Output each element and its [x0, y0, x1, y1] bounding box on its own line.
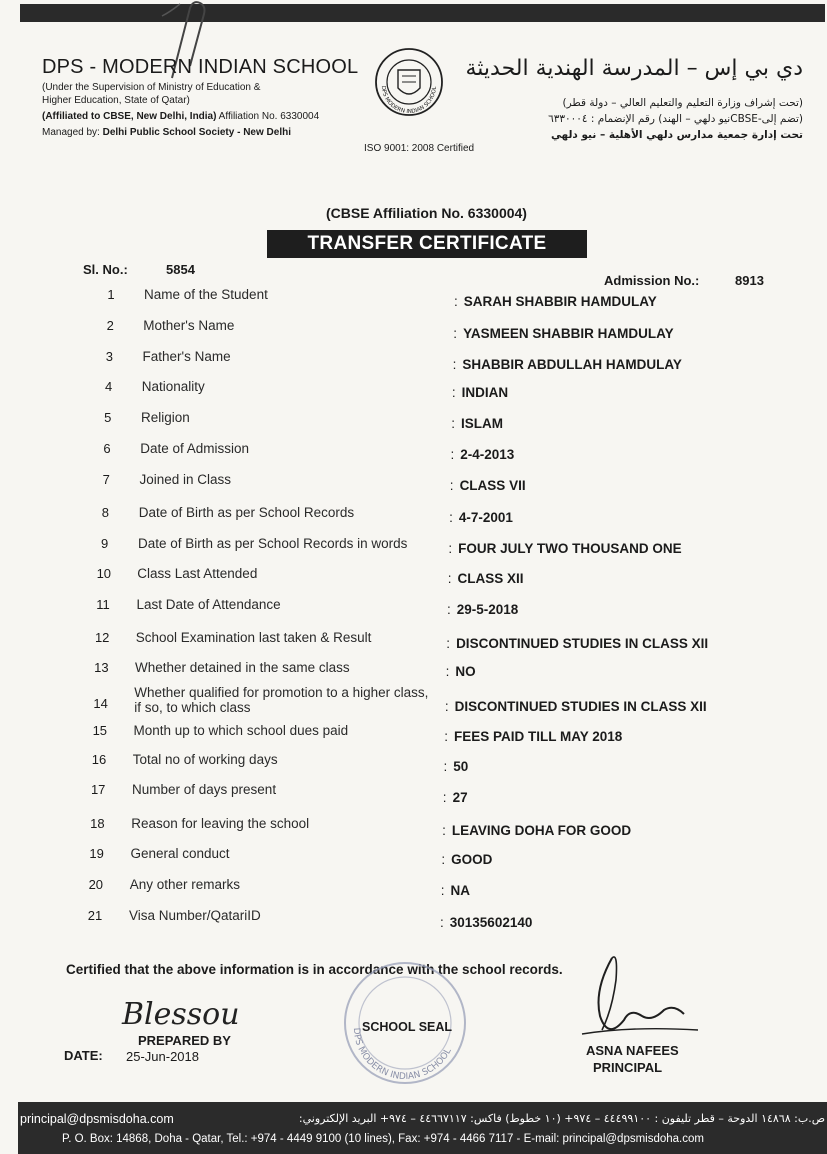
row-value-text: LEAVING DOHA FOR GOOD — [451, 823, 632, 838]
row-value — [451, 447, 515, 462]
row-label-line: General conduct — [130, 846, 230, 861]
sl-no-value: 5854 — [166, 262, 195, 277]
school-seal-label: SCHOOL SEAL — [362, 1020, 453, 1034]
row-label-line: Month up to which school dues paid — [133, 723, 349, 738]
colon-separator: : — [440, 915, 444, 930]
principal-title: PRINCIPAL — [593, 1060, 663, 1075]
row-number: 17 — [90, 782, 106, 797]
row-number: 11 — [96, 597, 110, 612]
row-number: 8 — [101, 505, 109, 520]
row-label-line: Class Last Attended — [137, 566, 258, 581]
colon-separator: : — [453, 326, 458, 341]
row-number: 3 — [105, 349, 113, 364]
row-value-text: CLASS XII — [457, 571, 524, 586]
row-label — [131, 846, 230, 861]
supervision-line-2: Higher Education, State of Qatar) — [42, 95, 190, 106]
row-value-text: 2-4-2013 — [460, 447, 515, 462]
footer-line-1 — [20, 1112, 825, 1126]
row-number: 9 — [100, 536, 109, 551]
managed-society: Delhi Public School Society - New Delhi — [102, 127, 291, 138]
colon-separator: : — [444, 729, 448, 744]
row-label-line: Number of days present — [132, 782, 277, 797]
row-label-line: Date of Birth as per School Records in words — [138, 536, 408, 551]
row-label — [133, 752, 278, 767]
colon-separator: : — [445, 664, 450, 679]
arabic-affiliation: (تضم إلى-CBSEنيو دلهي – الهند) رقم الإنضمام : ٦٣٣٠٠٠٤ — [548, 113, 803, 125]
colon-separator: : — [451, 385, 456, 400]
row-value-text: 27 — [452, 790, 468, 805]
row-value — [442, 823, 631, 838]
colon-separator: : — [449, 510, 453, 525]
row-label — [132, 782, 276, 797]
colon-separator: : — [441, 852, 446, 867]
school-logo-icon — [374, 40, 444, 140]
row-label — [136, 630, 372, 645]
row-number: 6 — [103, 441, 111, 456]
row-label — [139, 505, 354, 520]
row-value-text: FEES PAID TILL MAY 2018 — [453, 729, 623, 744]
row-label — [135, 660, 350, 675]
arabic-school-name: دي بي إس – المدرسة الهندية الحديثة — [465, 56, 803, 81]
row-label — [142, 379, 205, 394]
logo-ring-text: DPS MODERN INDIAN SCHOOL — [379, 85, 439, 116]
colon-separator: : — [448, 541, 453, 556]
row-value — [441, 883, 470, 898]
affiliation-number: Affiliation No. 6330004 — [216, 111, 320, 122]
colon-separator: : — [447, 602, 451, 617]
row-value-text: FOUR JULY TWO THOUSAND ONE — [458, 541, 682, 556]
row-value — [446, 664, 476, 679]
prepared-by-label: PREPARED BY — [138, 1033, 231, 1048]
colon-separator: : — [454, 294, 458, 309]
row-value-text: DISCONTINUED STUDIES IN CLASS XII — [454, 699, 707, 714]
certificate-title: TRANSFER CERTIFICATE — [267, 230, 587, 258]
sl-no-label: Sl. No.: — [83, 262, 128, 277]
row-value-text: 30135602140 — [449, 915, 533, 930]
row-value-text: INDIAN — [461, 385, 509, 400]
row-number: 10 — [96, 566, 112, 581]
footer-bar — [18, 1102, 827, 1154]
row-value-text: SHABBIR ABDULLAH HAMDULAY — [462, 357, 682, 372]
row-label-line: Reason for leaving the school — [131, 816, 310, 831]
row-label — [138, 536, 407, 551]
colon-separator: : — [443, 759, 448, 774]
row-label-line: Nationality — [141, 379, 205, 394]
row-label — [131, 816, 309, 831]
row-value — [450, 478, 526, 493]
row-value-text: NO — [455, 664, 476, 679]
row-label-line: Last Date of Attendance — [136, 597, 281, 612]
row-value — [453, 357, 682, 372]
row-label-line-2: if so, to which class — [134, 700, 251, 715]
date-label: DATE: — [64, 1048, 103, 1063]
supervision-text — [42, 81, 342, 107]
row-value-text: CLASS VII — [459, 478, 526, 493]
row-value-text: GOOD — [451, 852, 493, 867]
affiliation-text — [42, 111, 319, 122]
row-number: 20 — [88, 877, 104, 892]
preparer-signature-icon — [118, 990, 248, 1035]
row-label-line: Whether detained in the same class — [135, 660, 350, 675]
row-value-text: 50 — [453, 759, 469, 774]
footer-address: P. O. Box: 14868, Doha - Qatar, Tel.: +974 - 4449 9100 (10 lines), Fax: +974 - 4466 7117 - E-mail: principal@dpsmisdoha.com — [62, 1133, 704, 1145]
colon-separator: : — [447, 571, 452, 586]
date-value: 25-Jun-2018 — [126, 1049, 199, 1064]
row-value — [446, 636, 708, 651]
row-value-text: YASMEEN SHABBIR HAMDULAY — [463, 326, 674, 341]
principal-name: ASNA NAFEES — [586, 1043, 679, 1058]
supervision-line-1: (Under the Supervision of Ministry of Education & — [42, 82, 261, 93]
row-number: 7 — [102, 472, 110, 487]
row-value-text: 29-5-2018 — [456, 602, 519, 617]
managed-prefix: Managed by: — [42, 127, 103, 138]
admission-no-label: Admission No.: — [604, 273, 700, 288]
row-label-line: Date of Admission — [140, 441, 250, 456]
row-value — [449, 510, 513, 525]
row-value-text: DISCONTINUED STUDIES IN CLASS XII — [456, 636, 709, 651]
row-number: 13 — [94, 660, 109, 675]
row-label-line: Visa Number/QatariID — [129, 908, 261, 923]
row-label-line: Any other remarks — [129, 877, 241, 892]
row-value — [443, 790, 468, 805]
preparer-signature-text: Blessou — [122, 997, 240, 1032]
row-label — [144, 287, 268, 302]
row-value-text: 4-7-2001 — [458, 510, 513, 525]
row-label-line: Total no of working days — [132, 752, 278, 767]
row-label-line: School Examination last taken & Result — [135, 630, 372, 645]
arabic-managed-by: تحت إدارة جمعية مدارس دلهي الأهلية – نيو دلهي — [550, 129, 803, 141]
row-value — [444, 729, 622, 744]
row-number: 2 — [106, 318, 114, 333]
row-value — [453, 326, 673, 341]
managed-by — [42, 127, 291, 138]
colon-separator: : — [446, 636, 451, 651]
row-label — [134, 723, 349, 738]
row-label-line: Religion — [141, 410, 190, 425]
colon-separator: : — [444, 699, 449, 714]
row-value — [447, 602, 518, 617]
row-label — [137, 566, 257, 581]
principal-signature-icon — [572, 950, 702, 1045]
admission-no-value: 8913 — [735, 273, 764, 288]
row-label — [140, 441, 249, 456]
row-value — [444, 759, 469, 774]
certified-statement: Certified that the above information is in accordance with the school records. — [66, 962, 563, 977]
row-value-text: ISLAM — [460, 416, 503, 431]
school-name: DPS - MODERN INDIAN SCHOOL — [42, 56, 359, 78]
row-value — [454, 294, 657, 309]
footer-arabic: ص.ب: ١٤٨٦٨ الدوحة – قطر تليفون : ٤٤٤٩٩١٠٠ – ٩٧٤+ (١٠ خطوط) فاكس: ٤٤٦٦٧١١٧ – ٩٧٤+ البريد الإلكتروني: — [298, 1112, 825, 1125]
colon-separator: : — [452, 357, 457, 372]
top-dark-bar — [20, 4, 825, 22]
colon-separator: : — [442, 823, 446, 838]
cbse-affiliation: (CBSE Affiliation No. 6330004) — [326, 205, 527, 221]
row-label-line: Father's Name — [142, 349, 231, 364]
affiliated-to: (Affiliated to CBSE, New Delhi, India) — [42, 111, 217, 122]
row-label-line: Date of Birth as per School Records — [138, 505, 355, 520]
row-label-line: Mother's Name — [143, 318, 235, 333]
row-label-line: Whether qualified for promotion to a higher class, — [134, 685, 429, 700]
row-number: 1 — [107, 287, 115, 302]
row-value — [452, 385, 508, 400]
row-number: 4 — [104, 379, 113, 394]
colon-separator: : — [442, 790, 447, 805]
row-value-text: NA — [450, 883, 470, 898]
colon-separator: : — [440, 883, 445, 898]
row-label — [140, 472, 232, 487]
row-label — [137, 597, 281, 612]
row-number: 16 — [91, 752, 107, 767]
row-value — [445, 699, 707, 714]
row-label — [141, 410, 190, 425]
row-number: 15 — [92, 723, 108, 738]
row-value — [448, 571, 524, 586]
row-number: 12 — [94, 630, 110, 645]
colon-separator: : — [451, 416, 455, 431]
row-number: 5 — [104, 410, 112, 425]
row-number: 21 — [87, 908, 103, 923]
colon-separator: : — [449, 478, 454, 493]
row-number: 14 — [93, 696, 108, 711]
row-value-text: SARAH SHABBIR HAMDULAY — [463, 294, 657, 309]
row-number: 18 — [90, 816, 105, 831]
row-label-line: Joined in Class — [139, 472, 232, 487]
seal-ring-text: DPS MODERN INDIAN SCHOOL — [350, 1027, 454, 1083]
row-value — [441, 852, 492, 867]
colon-separator: : — [450, 447, 455, 462]
row-label — [134, 685, 428, 715]
footer-email: principal@dpsmisdoha.com — [20, 1112, 174, 1126]
row-label-line: Name of the Student — [144, 287, 268, 302]
row-value — [448, 541, 681, 556]
row-value — [451, 416, 503, 431]
iso-certification: ISO 9001: 2008 Certified — [364, 143, 475, 154]
row-label — [129, 908, 261, 923]
row-label — [130, 877, 240, 892]
row-label — [143, 318, 234, 333]
arabic-supervision: (تحت إشراف وزارة التعليم والتعليم العالي – دولة قطر) — [562, 97, 803, 109]
row-number: 19 — [89, 846, 104, 861]
row-label — [143, 349, 231, 364]
row-value — [440, 915, 532, 930]
